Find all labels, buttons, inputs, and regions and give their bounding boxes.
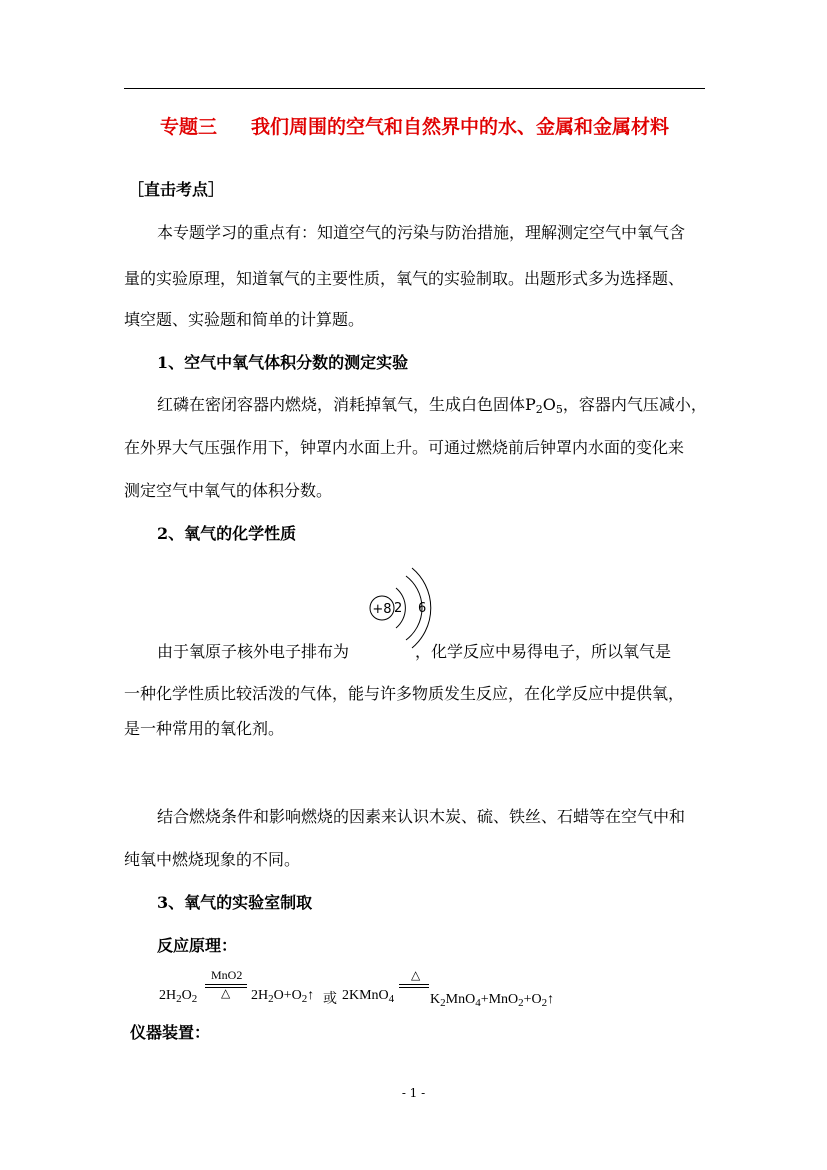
section2-line2: 一种化学性质比较活泼的气体，能与许多物质发生反应，在化学反应中提供氧， <box>124 684 685 703</box>
section1-heading: 1、空气中氧气体积分数的测定实验 <box>157 353 409 372</box>
principle-label: 反应原理： <box>157 936 238 955</box>
header-rule <box>124 88 705 89</box>
page-title <box>124 112 705 139</box>
shell2-electrons: 6 <box>418 601 427 616</box>
catalyst-label: MnO2 <box>211 968 243 982</box>
section2-line4: 结合燃烧条件和影响燃烧的因素来认识木炭、硫、铁丝、石蜡等在空气中和 <box>157 807 686 826</box>
intro-line2: 量的实验原理，知道氧气的主要性质，氧气的实验制取。出题形式多为选择题、 <box>124 269 685 288</box>
heat-symbol-2: △ <box>411 968 421 982</box>
page-number: - 1 - <box>401 1086 426 1100</box>
section2-line3: 是一种常用的氧化剂。 <box>124 719 285 738</box>
or-label: 或 <box>323 991 337 1007</box>
section1-line1: 红磷在密闭容器内燃烧，消耗掉氧气，生成白色固体$P_2O_5$，容器内气压减小， <box>157 395 707 416</box>
section3-heading: 3、氧气的实验室制取 <box>157 893 313 912</box>
intro-line3: 填空题、实验题和简单的计算题。 <box>124 310 365 329</box>
title-part1: 专题三 <box>159 116 217 138</box>
section1-line2: 在外界大气压强作用下，钟罩内水面上升。可通过燃烧前后钟罩内水面的变化来 <box>124 438 685 457</box>
reactant-h2o2: $2H_2O_2$ <box>159 988 198 1005</box>
section2-line1: 由于氧原子核外电子排布为 ，化学反应中易得电子，所以氧气是 <box>157 642 672 661</box>
product-h2o-o2: $2H_2O+O_2↑$ <box>251 988 315 1005</box>
section2-line5: 纯氧中燃烧现象的不同。 <box>124 850 301 869</box>
section2-heading: 2、氧气的化学性质 <box>157 524 297 543</box>
reactant-kmno4: 2KMnO$_4$ <box>342 988 395 1005</box>
product-kmn: $K_2MnO_4+MnO_2+O_2↑$ <box>430 992 555 1009</box>
shell1-electrons: 2 <box>394 601 403 616</box>
title-part2: 我们周围的空气和自然界中的水、金属和金属材料 <box>251 116 670 138</box>
section1-line3: 测定空气中氧气的体积分数。 <box>124 481 333 500</box>
intro-line1: 本专题学习的重点有：知道空气的污染与防治措施，理解测定空气中氧气含 <box>157 223 686 242</box>
nucleus-charge: +8 <box>372 602 392 617</box>
heading-kaodian: ［直击考点］ <box>128 180 225 199</box>
apparatus-label: 仪器装置： <box>130 1023 211 1042</box>
heat-symbol-1: △ <box>221 986 231 1000</box>
reaction-equation <box>157 966 717 1016</box>
